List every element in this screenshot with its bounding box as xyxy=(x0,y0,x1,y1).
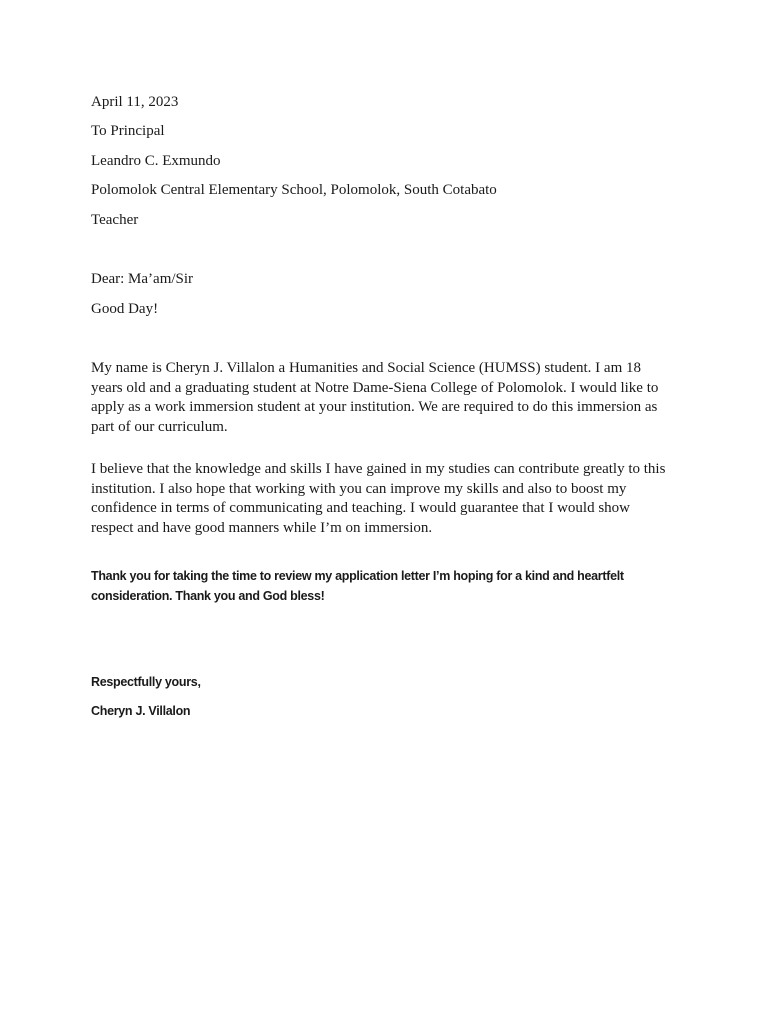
paragraph-line: confidence in terms of communicating and teaching. I would guarantee that I would show xyxy=(91,500,631,517)
sign-off: Respectfully yours, xyxy=(91,675,201,689)
body-paragraph-1 xyxy=(91,359,691,438)
paragraph-line: institution. I also hope that working with you can improve my skills and also to boost my xyxy=(91,480,627,497)
paragraph-line: respect and have good manners while I’m on immersion. xyxy=(91,520,433,537)
paragraph-line: consideration. Thank you and God bless! xyxy=(91,589,325,603)
closing-paragraph xyxy=(91,566,691,606)
paragraph-line: apply as a work immersion student at your institution. We are required to do this immersion as xyxy=(91,399,658,416)
paragraph-line: My name is Cheryn J. Villalon a Humanities and Social Science (HUMSS) student. I am 18 xyxy=(91,360,641,376)
paragraph-line: part of our curriculum. xyxy=(91,419,228,436)
paragraph-line: years old and a graduating student at Notre Dame-Siena College of Polomolok. I would like to xyxy=(91,379,659,396)
school-address: Polomolok Central Elementary School, Polomolok, South Cotabato xyxy=(91,182,497,198)
recipient-line: To Principal xyxy=(91,123,165,139)
paragraph-line: Thank you for taking the time to review my application letter I’m hoping for a kind and heartfelt xyxy=(91,569,624,583)
salutation: Dear: Ma’am/Sir xyxy=(91,271,194,287)
letter-date: April 11, 2023 xyxy=(91,94,179,110)
recipient-title: Teacher xyxy=(91,212,139,228)
greeting: Good Day! xyxy=(91,301,159,317)
paragraph-line: I believe that the knowledge and skills I have gained in my studies can contribute greatly to this xyxy=(91,461,666,477)
body-paragraph-2 xyxy=(91,460,691,539)
signature-name: Cheryn J. Villalon xyxy=(91,704,191,718)
recipient-name: Leandro C. Exmundo xyxy=(91,153,221,169)
